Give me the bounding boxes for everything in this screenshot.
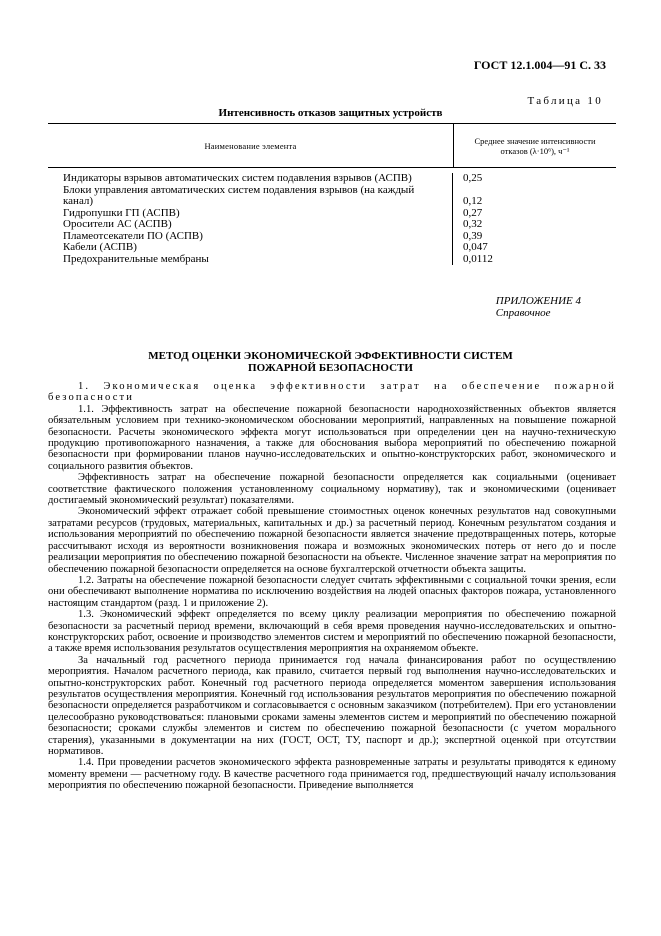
table-cell-value: 0,39 <box>463 229 483 242</box>
table-body <box>48 168 616 265</box>
section-title-line-2: ПОЖАРНОЙ БЕЗОПАСНОСТИ <box>248 362 413 374</box>
paragraph: Экономический эффект отражает собой превышение стоимостных оценок конечных результатов над совокупными затратами ресурсов (трудовых, материальных, капитальных и др.) за расчетный период. Конечным результатом создания и использования мероприятий по обеспечению пожарной безопасности является значение предотвращенных потерь, которые рассчитывают исходя из вероятности возникновения пожара и возможных экономических потерь от него до и после реализации мероприятия по обеспечению пожарной безопасности на объекте. Численное значение затрат на мероприятия по обеспечению пожарной безопасности определяется на основе бухгалтерской отчетности объекта защиты. <box>48 506 616 575</box>
paragraph: 1.2. Затраты на обеспечение пожарной безопасности следует считать эффективными с социальной точки зрения, если они обеспечивают выполнение норматива по исключению воздействия на людей опасных факторов пожара, установленного настоящим стандартом (разд. 1 и приложение 2). <box>48 574 616 609</box>
table-header-row <box>48 124 616 168</box>
table-cell-name: канал) <box>63 195 94 207</box>
table-cell-value: 0,25 <box>463 172 483 184</box>
table-number: Таблица 10 <box>527 95 603 107</box>
table-cell-name: Оросители АС (АСПВ) <box>63 218 172 230</box>
appendix-subtitle: Справочное <box>495 307 551 319</box>
column-header-failure-rate: Среднее значение интенсивности отказов (λ·10⁶), ч⁻¹ <box>474 135 596 156</box>
table-cell-value: 0,32 <box>463 218 483 230</box>
failure-rate-table <box>48 123 616 265</box>
table-cell-name: Блоки управления автоматических систем подавления взрывов (на каждый <box>63 183 415 196</box>
table-cell-name: Кабели (АСПВ) <box>63 241 137 253</box>
paragraph: 1.3. Экономический эффект определяется по всему циклу реализации мероприятия по обеспечению пожарной безопасности за расчетный период времени, включающий в себя время проведения научно-исследовательских и опытно-конструкторских работ, освоение и производство элементов систем и мероприятий по обеспечению пожарной безопасности, а также время использования результатов осуществления мероприятия на охраняемом объекте. <box>48 609 616 655</box>
table-cell-value: 0,27 <box>463 206 483 219</box>
table-cell-value: 0,0112 <box>463 252 493 265</box>
table-title: Интенсивность отказов защитных устройств <box>218 107 443 119</box>
table-names-column <box>48 173 453 265</box>
table-values-column <box>453 173 616 265</box>
table-cell-name: Предохранительные мембраны <box>63 252 209 265</box>
paragraph: За начальный год расчетного периода принимается год начала финансирования работ по осуществлению мероприятия. Началом расчетного периода, как правило, считается первый год выполнения научно-исследовательских и опытно-конструкторских работ. Конечный год расчетного периода определяется моментом завершения использования результатов осуществления мероприятия. Конечный год использования результатов мероприятия по обеспечению пожарной безопасности определяется разработчиком и согласовывается с основным заказчиком (потребителем). При его установлении целесообразно руководствоваться: плановыми сроками замены элементов систем и мероприятий по обеспечению пожарной безопасности; сроками службы элементов и систем по обеспечению пожарной безопасности (с учетом морального старения), указанными в документации на них (ГОСТ, ОСТ, ТУ, паспорт и др.); экспертной оценкой при отсутствии нормативов. <box>48 654 616 757</box>
paragraph: Эффективность затрат на обеспечение пожарной безопасности определяется как социальными (оценивает соответствие фактического положения установленному социальному нормативу), так и экономическими (оценивает достигаемый экономический результат) показателями. <box>48 472 616 507</box>
appendix-title: ПРИЛОЖЕНИЕ 4 <box>495 295 581 307</box>
subsection-heading: 1. Экономическая оценка эффективности затрат на обеспечение пожарной безопасности <box>48 381 616 404</box>
section-title-line-1: МЕТОД ОЦЕНКИ ЭКОНОМИЧЕСКОЙ ЭФФЕКТИВНОСТИ СИСТЕМ <box>148 350 513 362</box>
paragraph: 1.4. При проведении расчетов экономического эффекта разновременные затраты и результаты приводятся к единому моменту времени — расчетному году. В качестве расчетного года принимается год, предшествующий началу использования мероприятия по обеспечению пожарной безопасности. Приведение выполняется <box>48 757 616 792</box>
paragraph: 1.1. Эффективность затрат на обеспечение пожарной безопасности народнохозяйственных объектов является обязательным условием при технико-экономическом обосновании мероприятий, направленных на повышение пожарной безопасности. Расчеты экономического эффекта могут использоваться при определении цен на научно-техническую продукцию противопожарного назначения, а также для обоснования выбора мероприятий по обеспечению пожарной безопасности при формировании планов научно-исследовательских и опытно-конструкторских работ, экономического и социального развития объектов. <box>48 403 616 472</box>
appendix-heading <box>496 295 581 319</box>
body-text <box>48 381 616 792</box>
table-cell-name: Индикаторы взрывов автоматических систем подавления взрывов (АСПВ) <box>63 172 412 184</box>
table-cell-value: 0,047 <box>463 241 488 253</box>
table-cell-spacer <box>463 185 616 197</box>
table-cell-value: 0,12 <box>463 195 483 207</box>
table-cell-name: Гидропушки ГП (АСПВ) <box>63 206 180 219</box>
section-title <box>0 350 661 374</box>
table-cell-name: Пламеотсекатели ПО (АСПВ) <box>63 229 203 242</box>
page-header: ГОСТ 12.1.004—91 С. 33 <box>473 58 606 72</box>
column-header-element-name: Наименование элемента <box>48 124 454 167</box>
